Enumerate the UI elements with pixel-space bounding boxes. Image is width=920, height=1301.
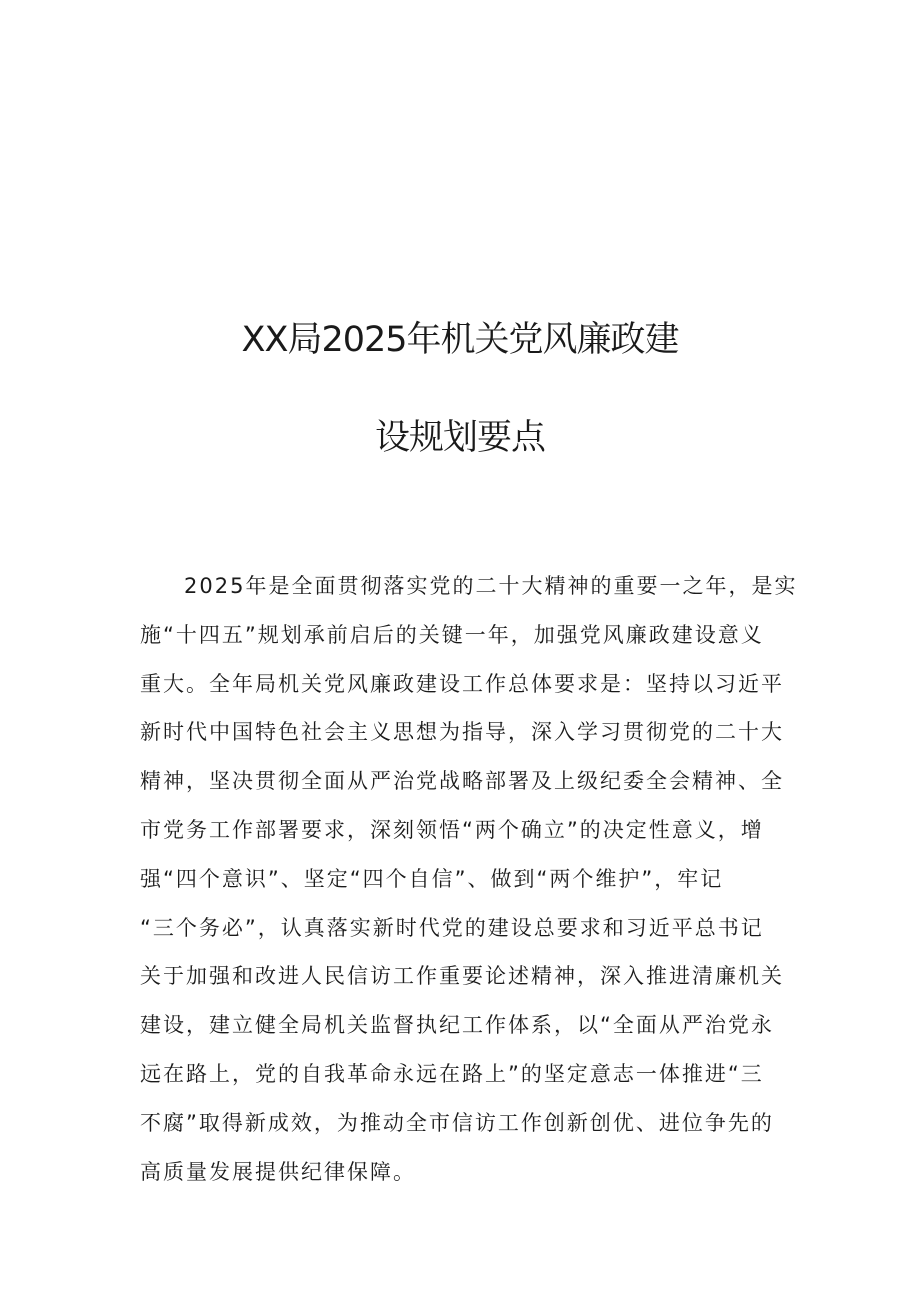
document-title-line-1: XX局2025年机关党风廉政建: [241, 320, 679, 360]
paragraph-line: 新时代中国特色社会主义思想为指导，深入学习贯彻党的二十大: [140, 720, 784, 745]
paragraph-line: 高质量发展提供纪律保障。: [140, 1159, 416, 1184]
paragraph-line: 不腐”取得新成效，为推动全市信访工作创新创优、进位争先的: [140, 1110, 774, 1135]
body-paragraph: [140, 562, 798, 1196]
paragraph-line: “三个务必”，认真落实新时代党的建设总要求和习近平总书记: [140, 915, 764, 940]
paragraph-line: 施“十四五”规划承前启后的关键一年，加强党风廉政建设意义: [140, 622, 764, 647]
paragraph-line: 重大。全年局机关党风廉政建设工作总体要求是：坚持以习近平: [140, 671, 784, 696]
paragraph-line: 远在路上，党的自我革命永远在路上”的坚定意志一体推进“三: [140, 1061, 764, 1086]
paragraph-line: 2025年是全面贯彻落实党的二十大精神的重要一之年，是实: [184, 574, 798, 598]
document-title-line-2: 设规划要点: [374, 418, 545, 458]
paragraph-line: 关于加强和改进人民信访工作重要论述精神，深入推进清廉机关: [140, 964, 784, 989]
paragraph-line: 市党务工作部署要求，深刻领悟“两个确立”的决定性意义，增: [140, 817, 764, 842]
paragraph-line: 精神，坚决贯彻全面从严治党战略部署及上级纪委全会精神、全: [140, 769, 784, 794]
paragraph-line: 强“四个意识”、坚定“四个自信”、做到“两个维护”，牢记: [140, 866, 724, 891]
paragraph-line: 建设，建立健全局机关监督执纪工作体系，以“全面从严治党永: [140, 1013, 774, 1038]
